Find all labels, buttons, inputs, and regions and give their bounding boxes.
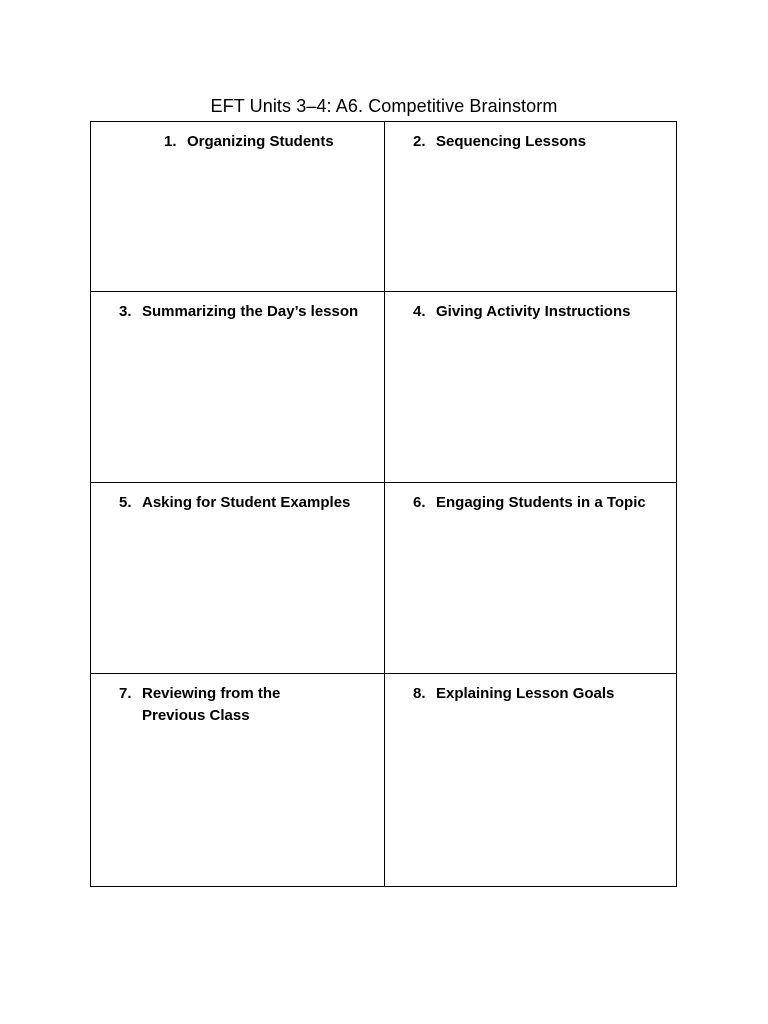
grid-item-5 xyxy=(119,492,350,514)
grid-item-6 xyxy=(413,492,646,514)
grid-item-7 xyxy=(119,683,280,727)
grid-cell-4 xyxy=(385,292,676,483)
item-number: 5. xyxy=(119,494,132,511)
grid-cell-7 xyxy=(91,674,385,886)
grid-item-1 xyxy=(164,131,334,153)
grid-cell-1 xyxy=(91,122,385,292)
item-label: Summarizing the Day’s lesson xyxy=(142,303,359,320)
item-label: Engaging Students in a Topic xyxy=(436,494,646,511)
grid-cell-8 xyxy=(385,674,676,886)
item-label: Explaining Lesson Goals xyxy=(436,685,615,702)
item-number: 2. xyxy=(413,133,426,150)
item-label: Giving Activity Instructions xyxy=(436,303,631,320)
grid-item-2 xyxy=(413,131,586,153)
brainstorm-grid xyxy=(90,121,677,887)
item-label: Organizing Students xyxy=(187,133,334,150)
page-title: EFT Units 3–4: A6. Competitive Brainstorm xyxy=(210,96,558,116)
grid-cell-3 xyxy=(91,292,385,483)
grid-item-4 xyxy=(413,301,630,323)
grid-item-3 xyxy=(119,301,358,323)
item-number: 6. xyxy=(413,494,426,511)
item-number: 1. xyxy=(164,133,177,150)
grid-cell-2 xyxy=(385,122,676,292)
item-label: Sequencing Lessons xyxy=(436,133,587,150)
item-number: 8. xyxy=(413,685,426,702)
grid-item-8 xyxy=(413,683,614,705)
item-label: Asking for Student Examples xyxy=(142,494,351,511)
item-number: 7. xyxy=(119,685,132,702)
item-number: 3. xyxy=(119,303,132,320)
grid-cell-5 xyxy=(91,483,385,674)
grid-cell-6 xyxy=(385,483,676,674)
item-number: 4. xyxy=(413,303,426,320)
item-label: Reviewing from the Previous Class xyxy=(142,685,281,724)
